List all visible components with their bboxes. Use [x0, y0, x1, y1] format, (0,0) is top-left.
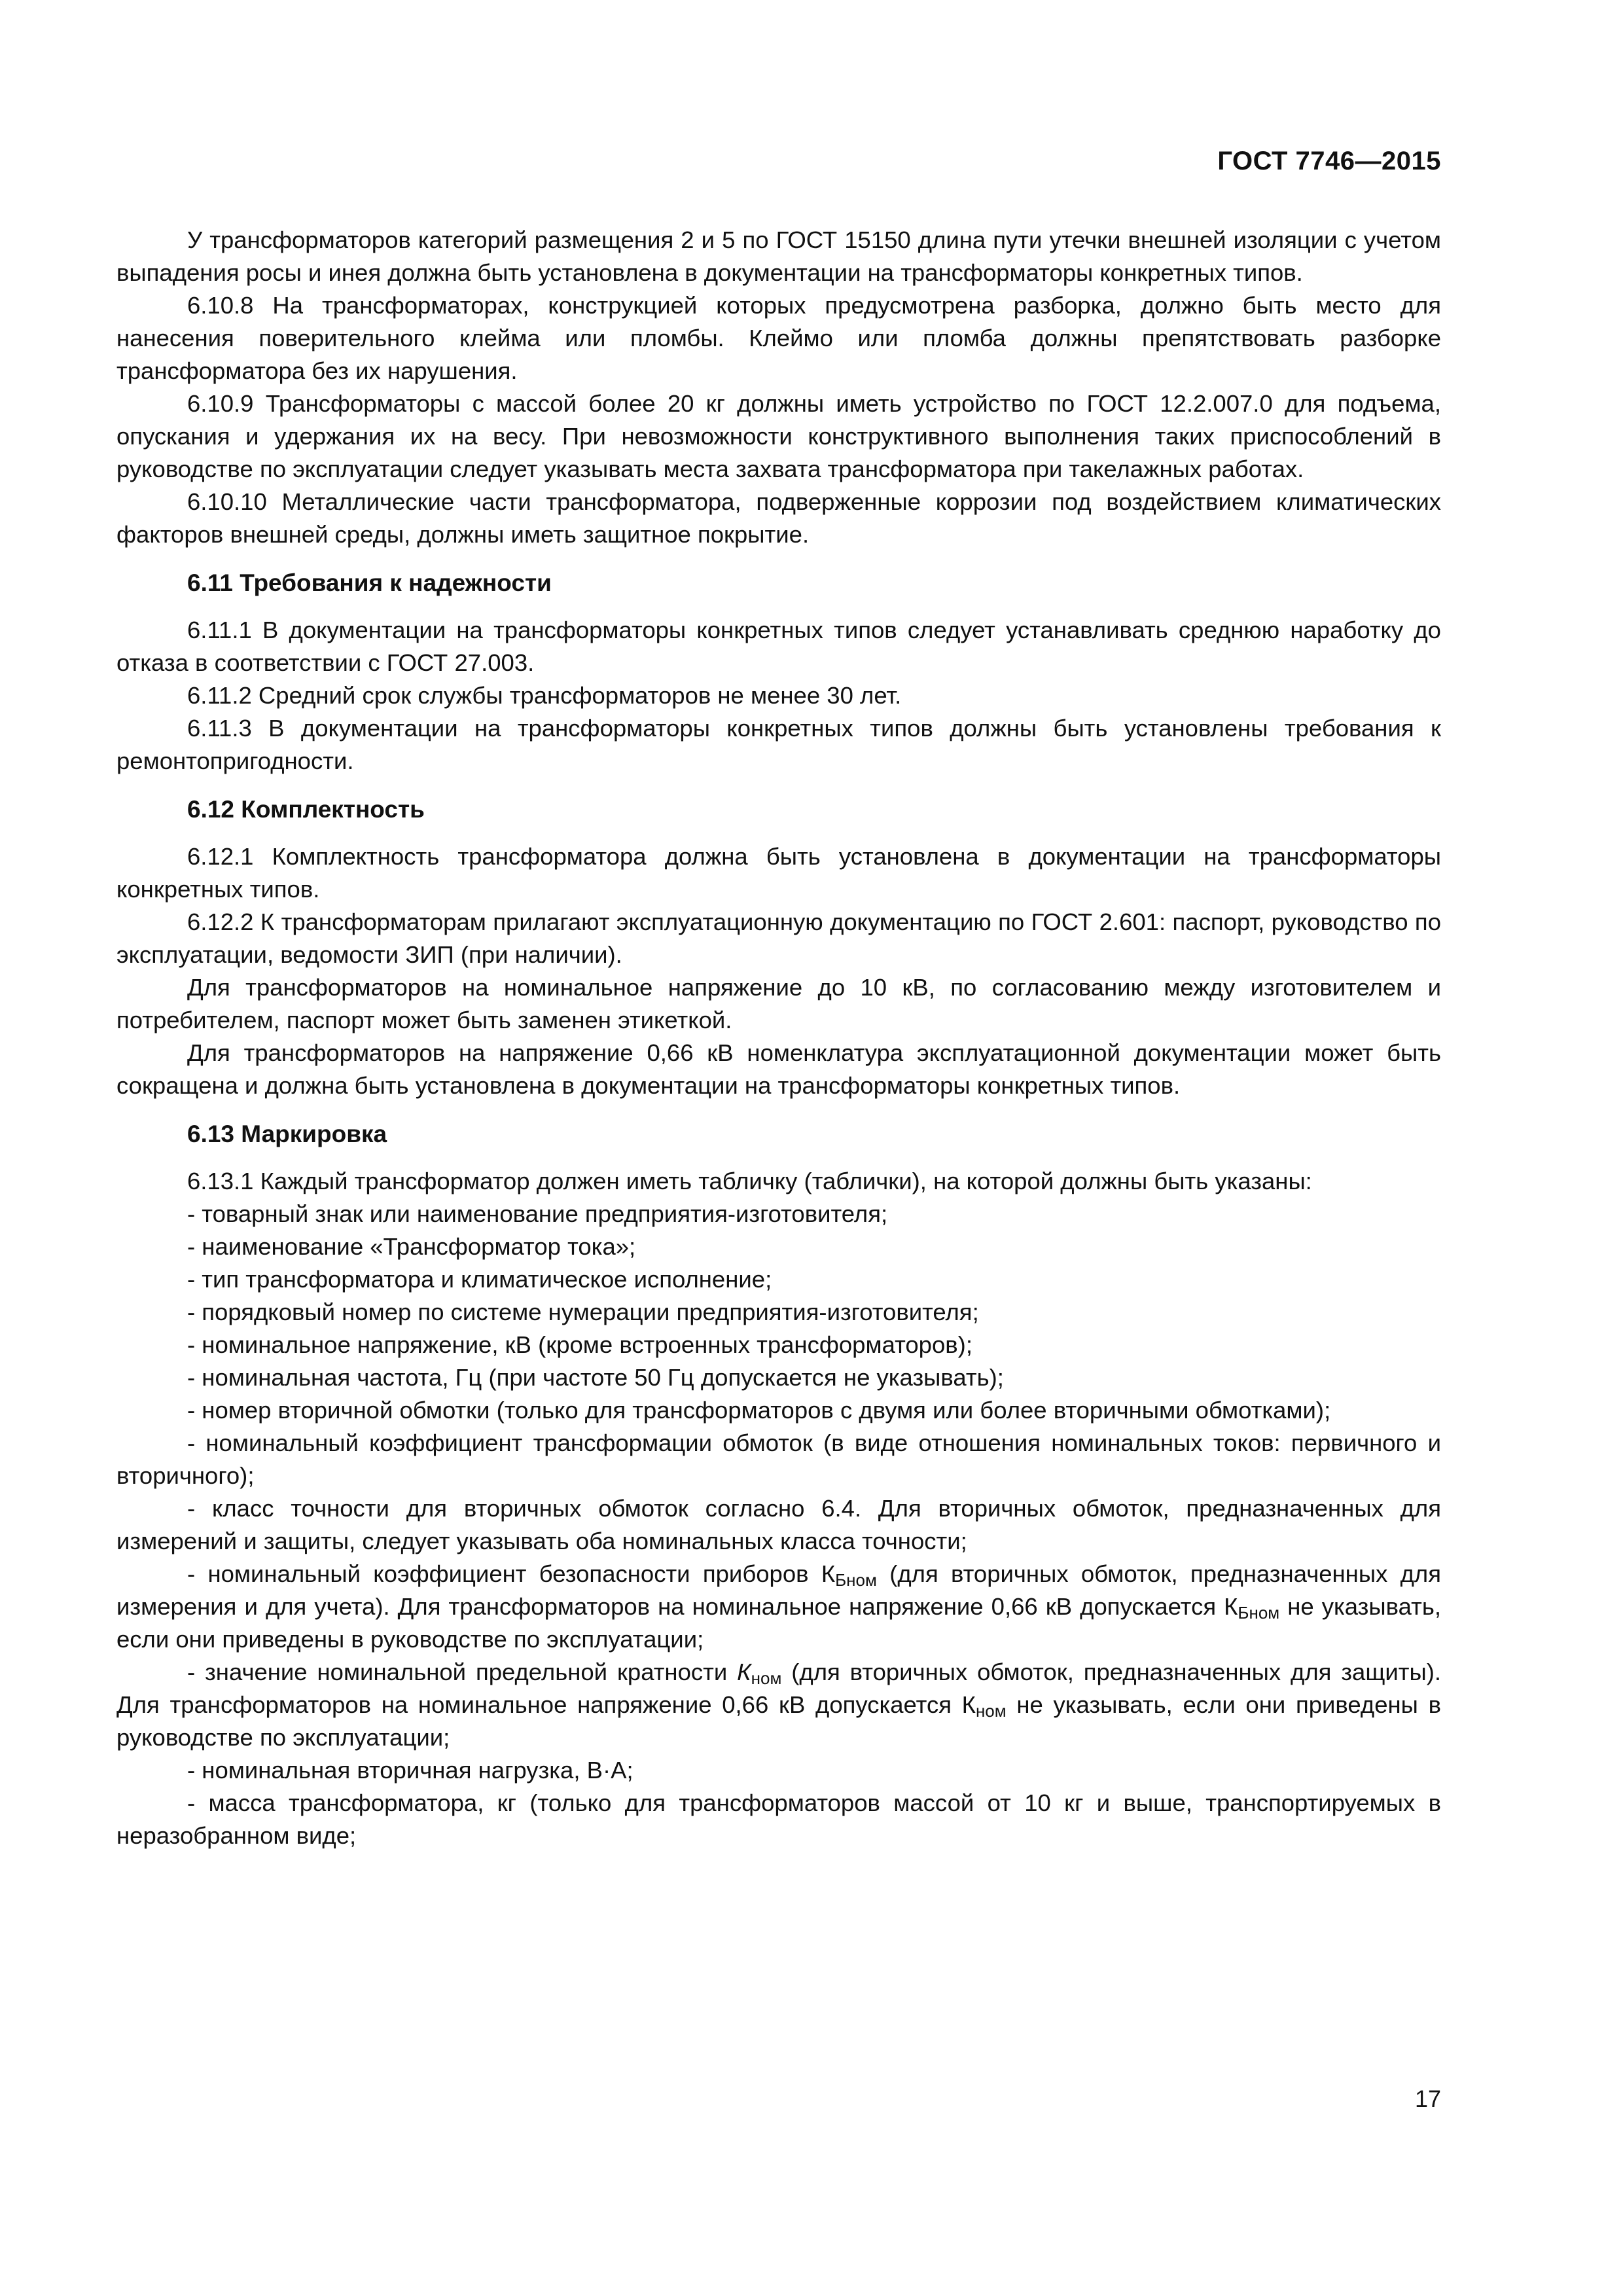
list-item-rated-voltage: - номинальное напряжение, кВ (кроме встроенных трансформаторов);	[187, 1331, 972, 1358]
list-item-rated-frequency: - номинальная частота, Гц (при частоте 50 Гц допускается не указывать);	[187, 1364, 1004, 1391]
page-number: 17	[1414, 2085, 1441, 2112]
list-item-trademark: - товарный знак или наименование предприятия-изготовителя;	[187, 1200, 888, 1227]
paragraph-6-12-2-reduced-docs: Для трансформаторов на напряжение 0,66 кВ номенклатура эксплуатационной документации может быть сокращена и должна быть установлена в документации на трансформаторы конкретных типов.	[116, 1039, 1441, 1099]
paragraph-6-11-1: 6.11.1 В документации на трансформаторы конкретных типов следует устанавливать среднюю наработку до отказа в соответствии с ГОСТ 27.003.	[116, 617, 1441, 676]
list-item-serial-number: - порядковый номер по системе нумерации предприятия-изготовителя;	[187, 1299, 979, 1325]
paragraph-6-10-10: 6.10.10 Металлические части трансформатора, подверженные коррозии под воздействием климатических факторов внешней среды, должны иметь защитное покрытие.	[116, 488, 1441, 548]
page-body	[116, 224, 1441, 1852]
list-item-accuracy-class: - класс точности для вторичных обмоток согласно 6.4. Для вторичных обмоток, предназначенных для измерений и защиты, следует указывать оба номинальных класса точности;	[116, 1495, 1441, 1554]
paragraph-6-13-1: 6.13.1 Каждый трансформатор должен иметь табличку (таблички), на которой должны быть указаны:	[187, 1168, 1312, 1194]
list-item-secondary-burden: - номинальная вторичная нагрузка, В·А;	[187, 1757, 633, 1784]
list-item-mass: - масса трансформатора, кг (только для трансформаторов массой от 10 кг и выше, транспортируемых в неразобранном виде;	[116, 1789, 1441, 1849]
paragraph-intro: У трансформаторов категорий размещения 2 и 5 по ГОСТ 15150 длина пути утечки внешней изоляции с учетом выпадения росы и инея должна быть установлена в документации на трансформаторы конкретных типов.	[116, 226, 1441, 286]
section-heading-6-12: 6.12 Комплектность	[187, 796, 425, 823]
paragraph-6-10-9: 6.10.9 Трансформаторы с массой более 20 кг должны иметь устройство по ГОСТ 12.2.007.0 для подъема, опускания и удержания их на весу. При невозможности конструктивного выполнения таких приспособлений в руководстве по эксплуатации следует указывать места захвата трансформатора при такелажных работах.	[116, 390, 1441, 482]
paragraph-6-12-1: 6.12.1 Комплектность трансформатора должна быть установлена в документации на трансформаторы конкретных типов.	[116, 843, 1441, 903]
section-heading-6-13: 6.13 Маркировка	[187, 1121, 387, 1147]
paragraph-6-11-3: 6.11.3 В документации на трансформаторы конкретных типов должны быть установлены требования к ремонтопригодности.	[116, 715, 1441, 774]
document-code-header: ГОСТ 7746—2015	[1217, 147, 1441, 175]
list-item-type: - тип трансформатора и климатическое исполнение;	[187, 1266, 772, 1293]
list-item-limit-factor: - значение номинальной предельной кратности $К_{ном}$ (для вторичных обмоток, предназначенных для защиты). Для трансформаторов на номинальное напряжение 0,66 кВ допускается $К_{ном}$ не указывать, если они приведены в руководстве по эксплуатации;	[116, 1659, 1441, 1751]
paragraph-6-10-8: 6.10.8 На трансформаторах, конструкцией которых предусмотрена разборка, должно быть место для нанесения поверительного клейма или пломбы. Клеймо или пломба должны препятствовать разборке трансформатора без их нарушения.	[116, 292, 1441, 384]
paragraph-6-12-2: 6.12.2 К трансформаторам прилагают эксплуатационную документацию по ГОСТ 2.601: паспорт, руководство по эксплуатации, ведомости ЗИП (при наличии).	[116, 908, 1441, 968]
list-item-winding-number: - номер вторичной обмотки (только для трансформаторов с двумя или более вторичными обмотками);	[187, 1397, 1331, 1424]
paragraph-6-12-2-label-option: Для трансформаторов на номинальное напряжение до 10 кВ, по согласованию между изготовителем и потребителем, паспорт может быть заменен этикеткой.	[116, 974, 1441, 1033]
paragraph-6-11-2: 6.11.2 Средний срок службы трансформаторов не менее 30 лет.	[187, 682, 902, 709]
list-item-safety-factor: - номинальный коэффициент безопасности приборов $К_{Бном}$ (для вторичных обмоток, предназначенных для измерения и для учета). Для трансформаторов на номинальное напряжение 0,66 кВ допускается $К_{Бном}$ не указывать, если они приведены в руководстве по эксплуатации;	[116, 1560, 1441, 1653]
list-item-ratio: - номинальный коэффициент трансформации обмоток (в виде отношения номинальных токов: первичного и вторичного);	[116, 1429, 1441, 1489]
section-heading-6-11: 6.11 Требования к надежности	[187, 569, 552, 596]
list-item-name: - наименование «Трансформатор тока»;	[187, 1233, 636, 1260]
